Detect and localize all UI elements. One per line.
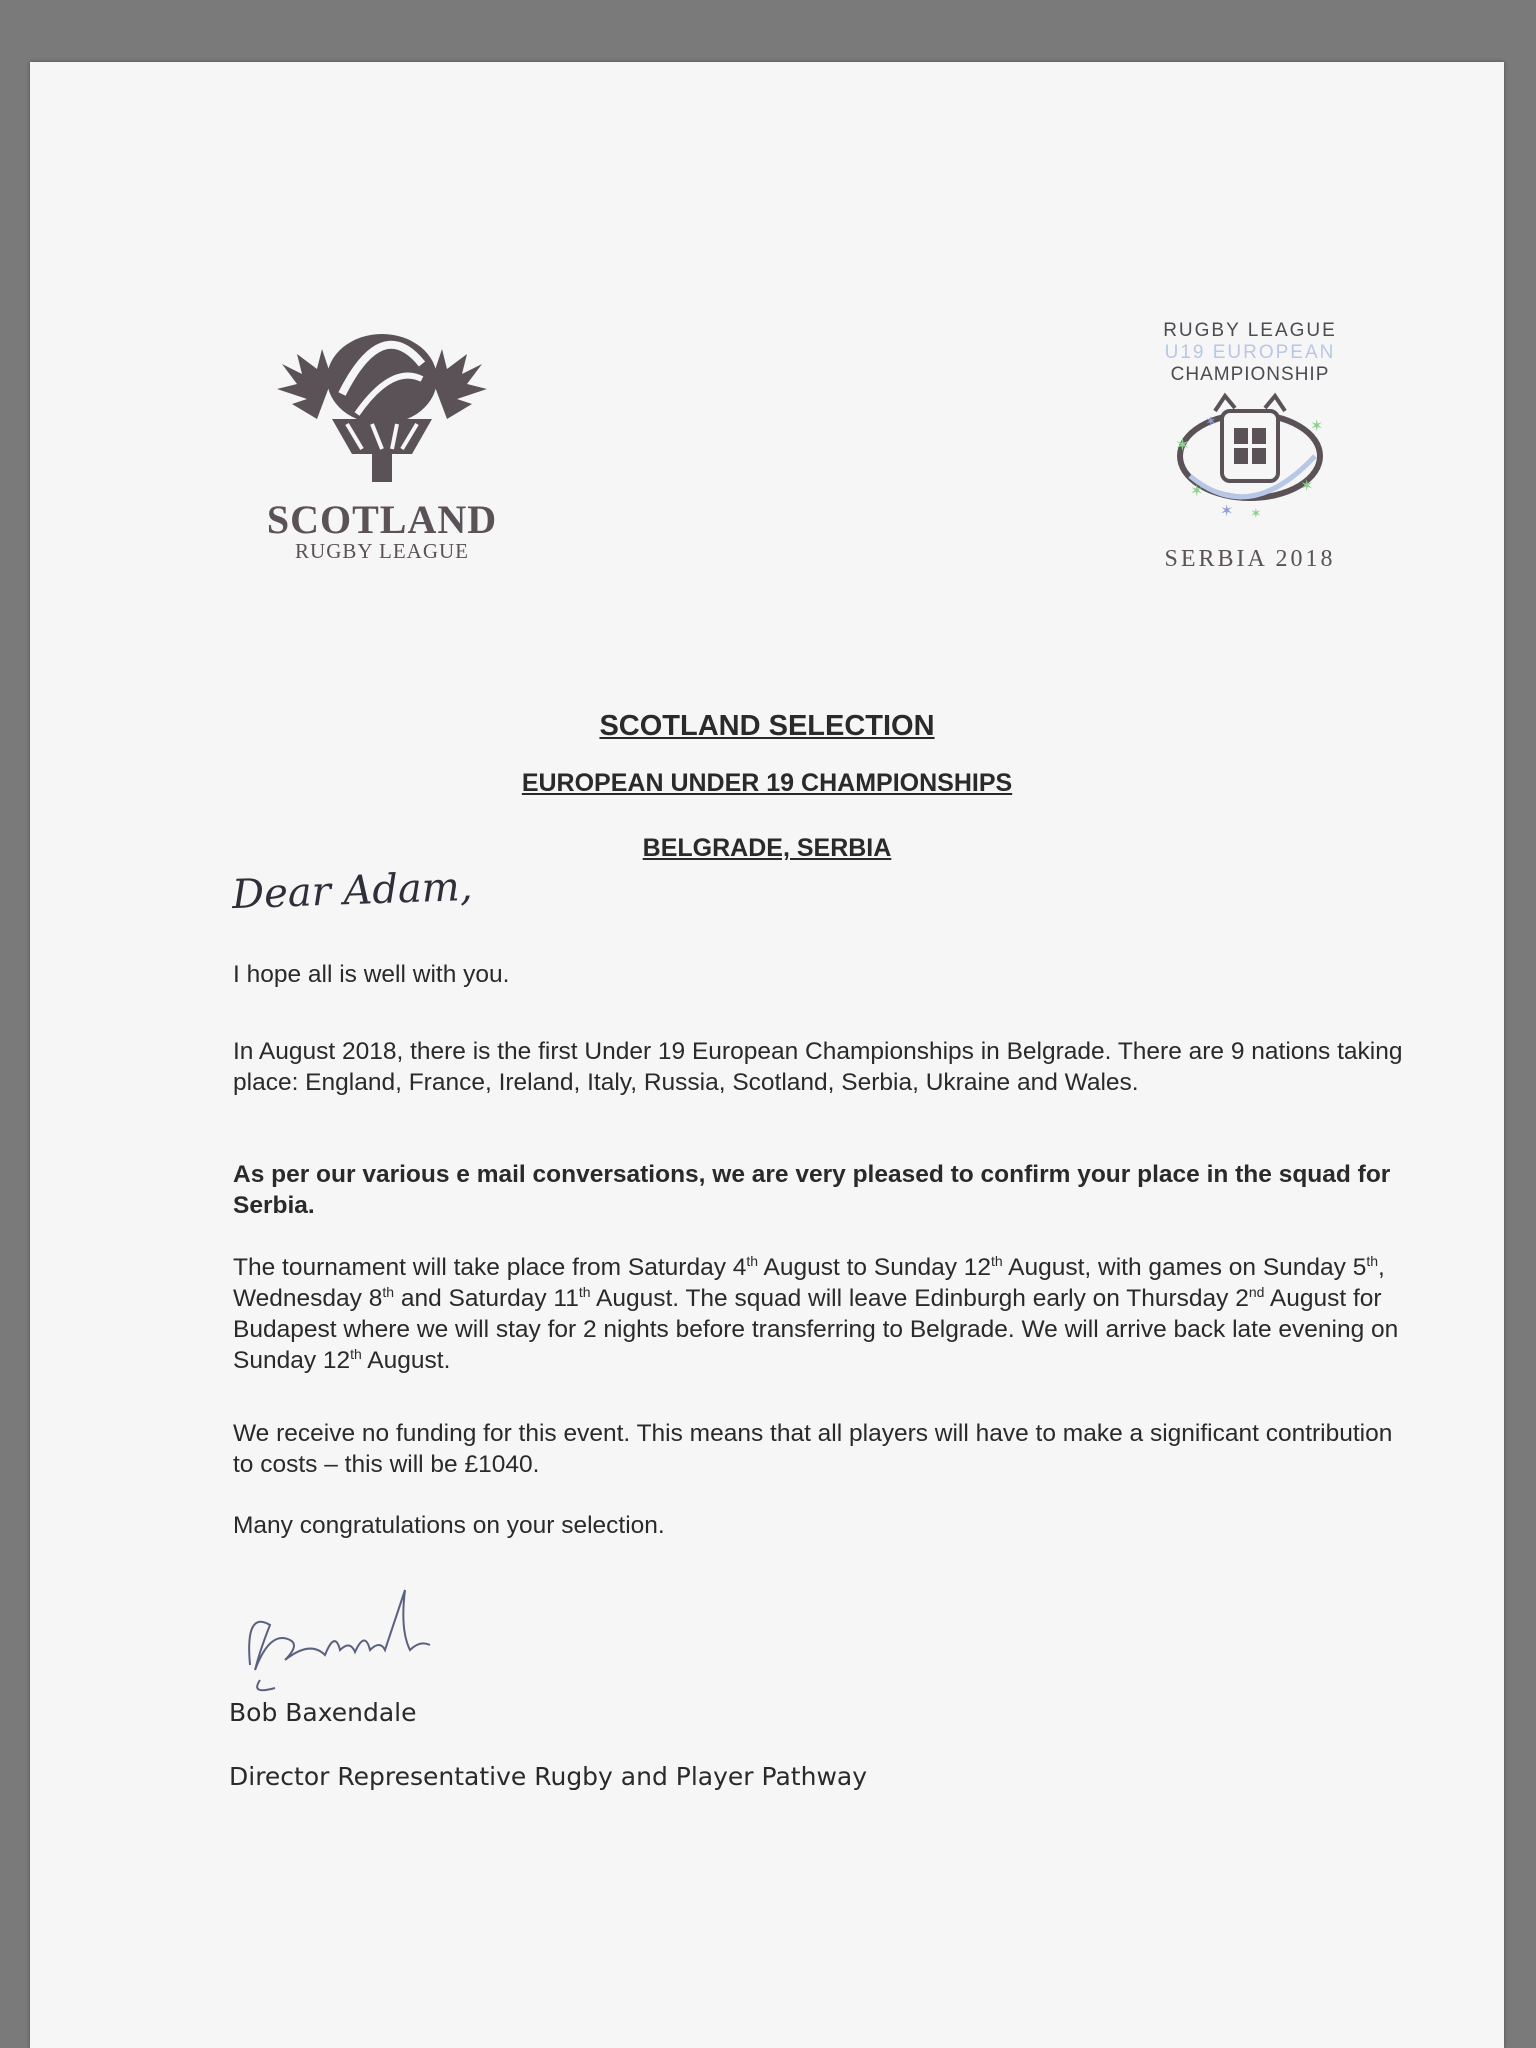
paragraph-greeting: I hope all is well with you. (233, 961, 510, 988)
letter-page (30, 62, 1504, 2048)
svg-text:✶: ✶ (1175, 435, 1191, 455)
paragraph-confirmation: As per our various e mail conversations, we are very pleased to confirm your place in the squad for Serbia. (233, 1161, 1391, 1219)
paragraph-schedule: The tournament will take place from Saturday 4th August to Sunday 12th August, with games on Sunday 5th, Wednesday 8th and Saturday 11th August. The squad will leave Edinburgh early on Thursday 2nd August for Budapest where we will stay for 2 nights before transferring to Belgrade. We will arrive back late evening on Sunday 12th August. (233, 1252, 1399, 1374)
u19-championship-logo (1130, 320, 1370, 620)
thistle-ball-icon (272, 324, 492, 494)
logo-title: SCOTLAND (266, 497, 498, 542)
serbia-crest-icon (1150, 386, 1350, 536)
paragraph-costs: We receive no funding for this event. This means that all players will have to make a significant contribution to costs – this will be £1040. (233, 1420, 1393, 1478)
logo-line-2: U19 EUROPEAN (1164, 342, 1336, 363)
signer-title: Director Representative Rugby and Player Pathway (229, 1762, 868, 1791)
svg-text:✶: ✶ (1300, 478, 1314, 495)
svg-text:✶: ✶ (1250, 505, 1262, 521)
logo-year: SERBIA 2018 (1164, 546, 1336, 572)
svg-text:✶: ✶ (1190, 483, 1204, 500)
paragraph-congratulations: Many congratulations on your selection. (233, 1512, 665, 1539)
salutation: Dear Adam, (231, 863, 474, 919)
paragraph-intro: In August 2018, there is the first Under 19 European Championships in Belgrade. There are 9 nations taking place: England, France, Ireland, Italy, Russia, Scotland, Serbia, Ukraine and Wales. (233, 1038, 1403, 1096)
logo-line-3: CHAMPIONSHIP (1170, 364, 1330, 385)
svg-text:✶: ✶ (1220, 503, 1234, 520)
letter-subtitle: EUROPEAN UNDER 19 CHAMPIONSHIPS (521, 769, 1013, 797)
handwritten-signature (230, 1570, 470, 1700)
signer-name: Bob Baxendale (229, 1698, 417, 1727)
letter-title: SCOTLAND SELECTION (599, 710, 935, 742)
logo-line-1: RUGBY LEAGUE (1163, 320, 1337, 341)
logo-subtitle: RUGBY LEAGUE (295, 539, 469, 563)
svg-text:✶: ✶ (1205, 413, 1217, 429)
scotland-rugby-league-logo (252, 324, 512, 624)
svg-text:✶: ✶ (1310, 418, 1324, 435)
letter-location: BELGRADE, SERBIA (642, 834, 892, 862)
